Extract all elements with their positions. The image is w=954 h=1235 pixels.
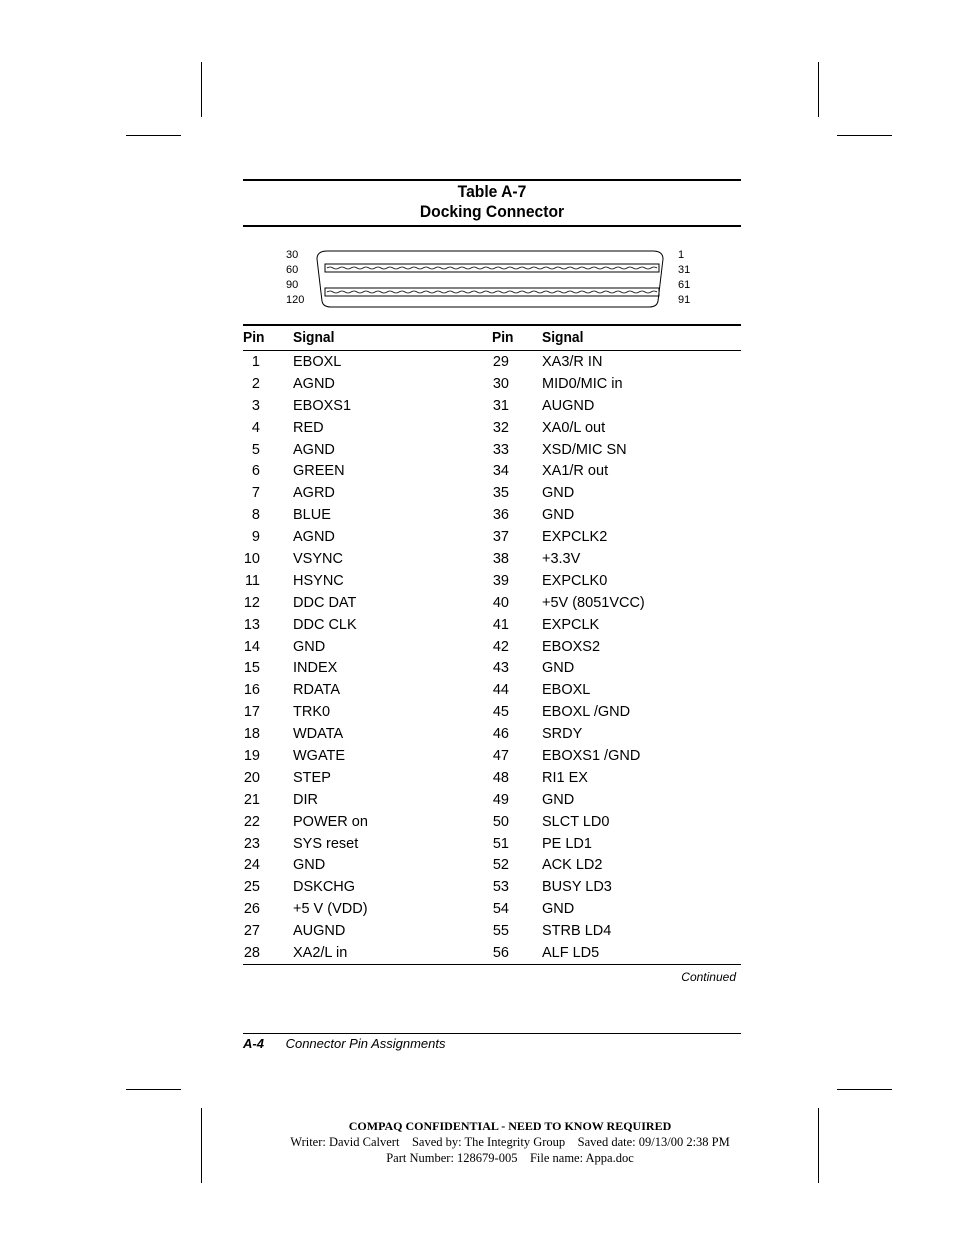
table-row <box>243 921 741 943</box>
pin-header: Pin <box>243 329 265 346</box>
section-title: Connector Pin Assignments <box>285 1036 446 1051</box>
pin-number: 51 <box>492 835 509 852</box>
table-row <box>243 571 741 593</box>
writer-line: Writer: David Calvert Saved by: The Integrity Group Saved date: 09/13/00 2:38 PM <box>290 1135 730 1149</box>
pin-header: Pin <box>492 329 514 346</box>
signal-name: GND <box>542 660 575 677</box>
signal-name: +3.3V <box>542 551 581 568</box>
header-top-rule <box>243 324 741 326</box>
pin-number: 3 <box>251 397 260 414</box>
signal-name: BLUE <box>293 507 331 524</box>
signal-name: XSD/MIC SN <box>542 441 627 458</box>
signal-name: MID0/MIC in <box>542 375 623 392</box>
signal-name: WDATA <box>293 726 344 743</box>
pin-number: 15 <box>243 660 260 677</box>
pin-number: 31 <box>492 397 509 414</box>
table-row <box>243 440 741 462</box>
signal-name: AGRD <box>293 485 335 502</box>
signal-name: RED <box>293 419 324 436</box>
signal-name: INDEX <box>293 660 338 677</box>
signal-name: EXPCLK2 <box>542 529 608 546</box>
pin-number: 1 <box>251 354 260 370</box>
pin-number: 37 <box>492 529 509 546</box>
signal-header: Signal <box>293 329 335 346</box>
table-row <box>243 899 741 921</box>
table-header <box>243 329 741 349</box>
signal-name: GND <box>542 901 575 918</box>
pin-number: 54 <box>492 901 509 918</box>
pin-number: 21 <box>243 791 260 808</box>
table-row <box>243 505 741 527</box>
pin-number: 49 <box>492 791 509 808</box>
title-top-rule <box>243 179 741 181</box>
pin-number: 41 <box>492 616 509 633</box>
part-number-line: Part Number: 128679-005 File name: Appa.doc <box>386 1151 634 1165</box>
table-row <box>243 593 741 615</box>
connector-diagram <box>243 244 741 314</box>
connector-shape <box>313 248 668 310</box>
pin-number: 10 <box>243 551 260 568</box>
signal-name: WGATE <box>293 748 346 765</box>
table-row <box>243 483 741 505</box>
signal-name: AGND <box>293 529 335 546</box>
crop-mark <box>818 62 819 117</box>
signal-name: SYS reset <box>293 835 359 852</box>
crop-mark <box>818 1108 819 1183</box>
signal-name: EBOXL /GND <box>542 704 631 721</box>
signal-name: EBOXS1 /GND <box>542 748 641 765</box>
header-bottom-rule <box>243 350 741 351</box>
signal-name: GND <box>542 485 575 502</box>
signal-name: XA3/R IN <box>542 354 603 370</box>
signal-name: DIR <box>293 791 318 808</box>
pin-number: 9 <box>251 529 260 546</box>
signal-name: GND <box>293 638 326 655</box>
pin-number: 16 <box>243 682 260 699</box>
signal-name: AGND <box>293 375 335 392</box>
table-row <box>243 374 741 396</box>
pin-number: 38 <box>492 551 509 568</box>
pin-number: 2 <box>251 375 260 392</box>
page-number: A-4 <box>243 1036 264 1051</box>
pin-number: 20 <box>243 769 260 786</box>
pin-number: 17 <box>243 704 260 721</box>
table-row <box>243 549 741 571</box>
signal-name: GND <box>542 791 575 808</box>
signal-name: AUGND <box>293 923 346 940</box>
signal-name: EXPCLK <box>542 616 600 633</box>
title-bottom-rule <box>243 225 741 227</box>
pin-number: 13 <box>243 616 260 633</box>
pin-number: 18 <box>243 726 260 743</box>
pin-number: 8 <box>251 507 260 524</box>
signal-name: XA1/R out <box>542 463 609 480</box>
signal-name: RDATA <box>293 682 340 699</box>
table-row <box>243 352 741 374</box>
signal-name: XA2/L in <box>293 945 348 962</box>
footer-rule <box>243 1033 741 1034</box>
pin-number: 55 <box>492 923 509 940</box>
signal-name: STRB LD4 <box>542 923 612 940</box>
pin-number: 12 <box>243 594 260 611</box>
signal-name: DDC CLK <box>293 616 357 633</box>
pin-number: 6 <box>251 463 260 480</box>
signal-name: +5V (8051VCC) <box>542 594 645 611</box>
connector-label: 1 <box>678 249 685 261</box>
page-footer <box>243 1036 446 1051</box>
pin-number: 52 <box>492 857 509 874</box>
pin-number: 23 <box>243 835 260 852</box>
pin-number: 5 <box>251 441 260 458</box>
pin-number: 47 <box>492 748 509 765</box>
connector-label: 120 <box>286 294 305 306</box>
signal-name: POWER on <box>293 813 368 830</box>
pin-number: 7 <box>251 485 260 502</box>
pin-number: 35 <box>492 485 509 502</box>
table-row <box>243 702 741 724</box>
signal-name: GND <box>542 507 575 524</box>
pin-number: 40 <box>492 594 509 611</box>
signal-name: +5 V (VDD) <box>293 901 368 918</box>
table-row <box>243 724 741 746</box>
pin-number: 22 <box>243 813 260 830</box>
connector-label: 60 <box>286 264 299 276</box>
signal-name: VSYNC <box>293 551 343 568</box>
table-row <box>243 790 741 812</box>
pin-number: 53 <box>492 879 509 896</box>
pin-number: 19 <box>243 748 260 765</box>
pin-number: 43 <box>492 660 509 677</box>
crop-mark <box>126 135 181 136</box>
pin-number: 32 <box>492 419 509 436</box>
crop-mark <box>201 62 202 117</box>
signal-name: STEP <box>293 769 331 786</box>
table-row <box>243 680 741 702</box>
signal-name: EBOXL <box>293 354 342 370</box>
signal-name: AGND <box>293 441 335 458</box>
pin-number: 4 <box>251 419 260 436</box>
signal-name: AUGND <box>542 397 595 414</box>
signal-name: RI1 EX <box>542 769 588 786</box>
pin-number: 36 <box>492 507 509 524</box>
table-row <box>243 418 741 440</box>
pin-number: 50 <box>492 813 509 830</box>
table-title <box>263 182 721 222</box>
connector-label: 30 <box>286 249 299 261</box>
table-row <box>243 812 741 834</box>
pin-number: 45 <box>492 704 509 721</box>
table-name: Docking Connector <box>419 202 565 221</box>
crop-mark <box>126 1089 181 1090</box>
table-row <box>243 768 741 790</box>
pin-number: 28 <box>243 945 260 962</box>
table-row <box>243 461 741 483</box>
signal-name: GND <box>293 857 326 874</box>
connector-label: 91 <box>678 294 691 306</box>
continued-note: Continued <box>681 970 736 984</box>
signal-name: EBOXS2 <box>542 638 601 655</box>
signal-name: GREEN <box>293 463 345 480</box>
pin-number: 29 <box>492 354 509 370</box>
table-bottom-rule <box>243 964 741 965</box>
pin-number: 46 <box>492 726 509 743</box>
pin-table-body <box>243 352 741 965</box>
table-row <box>243 855 741 877</box>
signal-name: DDC DAT <box>293 594 357 611</box>
table-row <box>243 396 741 418</box>
crop-mark <box>837 1089 892 1090</box>
pin-number: 30 <box>492 375 509 392</box>
signal-name: SLCT LD0 <box>542 813 610 830</box>
signal-name: EXPCLK0 <box>542 572 608 589</box>
connector-label: 31 <box>678 264 691 276</box>
pin-number: 26 <box>243 901 260 918</box>
connector-label: 61 <box>678 279 691 291</box>
confidential-line: COMPAQ CONFIDENTIAL - NEED TO KNOW REQUIRED <box>348 1119 672 1133</box>
signal-name: EBOXS1 <box>293 397 352 414</box>
signal-name: ACK LD2 <box>542 857 603 874</box>
table-number: Table A-7 <box>457 182 527 201</box>
signal-name: DSKCHG <box>293 879 356 896</box>
table-row <box>243 943 741 965</box>
table-row <box>243 637 741 659</box>
pin-number: 25 <box>243 879 260 896</box>
pin-number: 48 <box>492 769 509 786</box>
table-row <box>243 615 741 637</box>
table-row <box>243 527 741 549</box>
pin-number: 44 <box>492 682 509 699</box>
pin-number: 56 <box>492 945 509 962</box>
signal-name: TRK0 <box>293 704 331 721</box>
pin-number: 34 <box>492 463 509 480</box>
table-row <box>243 746 741 768</box>
signal-name: PE LD1 <box>542 835 592 852</box>
pin-number: 24 <box>243 857 260 874</box>
signal-name: SRDY <box>542 726 583 743</box>
signal-name: BUSY LD3 <box>542 879 612 896</box>
signal-name: XA0/L out <box>542 419 606 436</box>
signal-name: HSYNC <box>293 572 344 589</box>
crop-mark <box>837 135 892 136</box>
table-row <box>243 834 741 856</box>
signal-name: EBOXL <box>542 682 591 699</box>
pin-number: 33 <box>492 441 509 458</box>
pin-number: 42 <box>492 638 509 655</box>
crop-mark <box>201 1108 202 1183</box>
signal-name: ALF LD5 <box>542 945 600 962</box>
pin-number: 11 <box>244 572 260 589</box>
connector-label: 90 <box>286 279 299 291</box>
table-row <box>243 877 741 899</box>
table-row <box>243 658 741 680</box>
pin-number: 27 <box>243 923 260 940</box>
pin-number: 39 <box>492 572 509 589</box>
pin-number: 14 <box>243 638 260 655</box>
signal-header: Signal <box>542 329 584 346</box>
